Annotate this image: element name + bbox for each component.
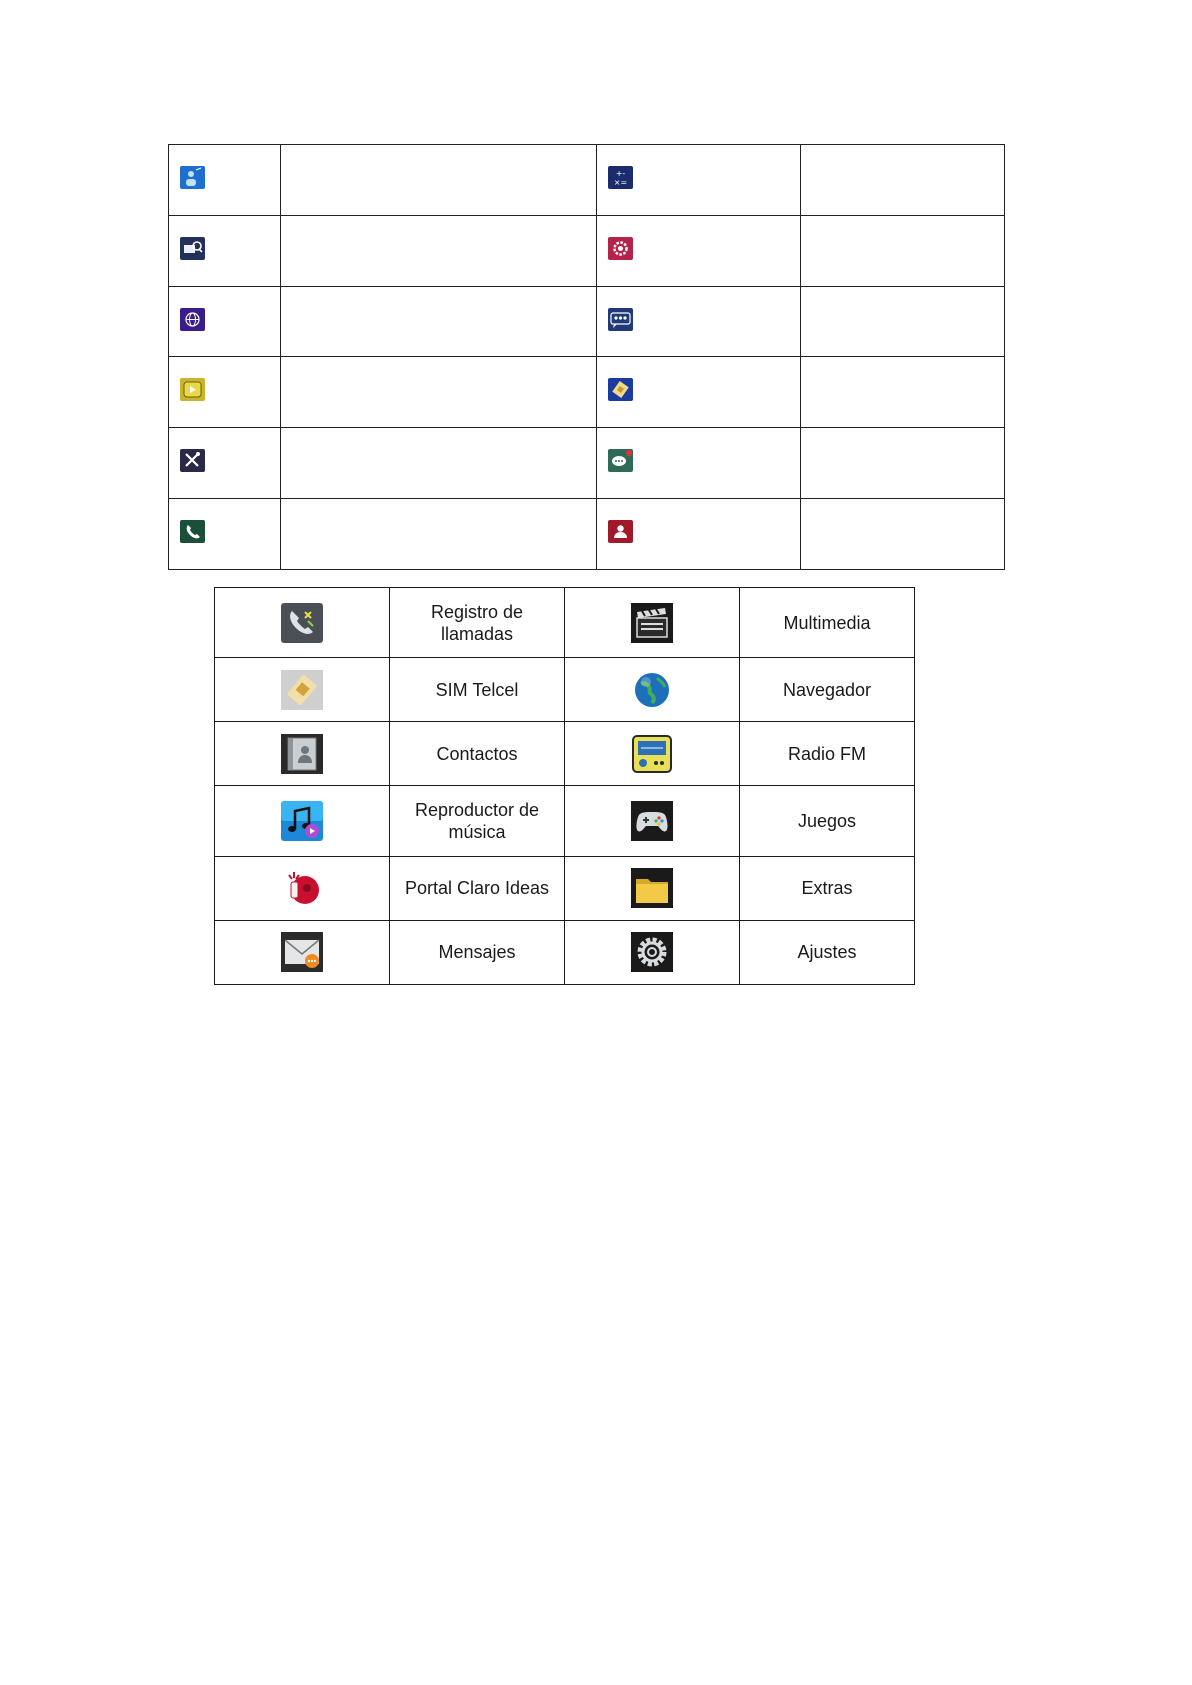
gamepad-icon	[631, 801, 673, 841]
music-player-icon	[281, 801, 323, 841]
table-row	[215, 786, 915, 856]
table-row	[215, 658, 915, 722]
contacts-book-icon	[281, 734, 323, 774]
description-cell	[801, 428, 1005, 499]
description-cell	[801, 145, 1005, 216]
folder-icon	[631, 868, 673, 908]
app-label: Registro de llamadas	[430, 601, 524, 644]
table-row	[215, 856, 915, 920]
icon-cell	[215, 658, 390, 722]
table-row	[169, 428, 1005, 499]
svg-text:+-: +-	[615, 168, 626, 178]
app-label: Juegos	[797, 811, 857, 832]
description-cell	[801, 215, 1005, 286]
icon-cell	[597, 499, 801, 570]
browser-globe-icon	[631, 670, 673, 710]
app-label: Multimedia	[783, 612, 871, 633]
contacts-person-icon	[608, 520, 633, 543]
label-cell	[740, 722, 915, 786]
label-cell	[390, 588, 565, 658]
multimedia-clapper-icon	[631, 603, 673, 643]
table-row	[215, 588, 915, 658]
globe-icon	[180, 308, 205, 331]
app-label: Ajustes	[797, 942, 857, 963]
table-row	[215, 722, 915, 786]
settings-gear-icon	[608, 237, 633, 260]
label-cell	[740, 920, 915, 984]
label-cell	[390, 786, 565, 856]
description-cell	[801, 499, 1005, 570]
description-cell	[281, 499, 597, 570]
icon-cell	[565, 658, 740, 722]
calculator-icon	[608, 166, 633, 189]
description-cell	[801, 357, 1005, 428]
icon-cell	[215, 722, 390, 786]
label-cell	[390, 658, 565, 722]
table-row	[169, 499, 1005, 570]
sim-card-icon	[608, 378, 633, 401]
description-cell	[801, 286, 1005, 357]
app-label: Mensajes	[438, 942, 516, 963]
icon-cell	[597, 215, 801, 286]
sim-card-icon	[281, 670, 323, 710]
icon-cell	[215, 588, 390, 658]
icon-cell	[215, 920, 390, 984]
label-cell	[390, 856, 565, 920]
icon-cell	[169, 286, 281, 357]
chat-bubble-icon	[608, 449, 633, 472]
icon-cell	[565, 920, 740, 984]
message-search-icon	[180, 237, 205, 260]
icon-cell	[169, 357, 281, 428]
video-play-icon	[180, 378, 205, 401]
phone-call-icon	[180, 520, 205, 543]
table-row	[215, 920, 915, 984]
settings-cog-icon	[631, 932, 673, 972]
label-cell	[740, 588, 915, 658]
icon-cell	[565, 786, 740, 856]
description-cell	[281, 357, 597, 428]
table-row	[169, 286, 1005, 357]
icon-cell	[169, 215, 281, 286]
app-label: Extras	[801, 878, 853, 899]
app-label: Radio FM	[787, 743, 867, 764]
icon-cell	[169, 428, 281, 499]
app-label: Contactos	[436, 743, 518, 764]
description-cell	[281, 145, 597, 216]
description-cell	[281, 215, 597, 286]
label-cell	[740, 856, 915, 920]
call-log-icon	[281, 603, 323, 643]
group-chat-icon	[608, 308, 633, 331]
top-icon-table	[168, 144, 1005, 570]
claro-ideas-icon	[281, 868, 323, 908]
icon-cell	[597, 428, 801, 499]
label-cell	[390, 920, 565, 984]
icon-cell	[215, 856, 390, 920]
icon-cell	[565, 588, 740, 658]
icon-cell	[565, 722, 740, 786]
mail-icon	[281, 932, 323, 972]
table-row	[169, 215, 1005, 286]
icon-cell	[597, 357, 801, 428]
label-cell	[390, 722, 565, 786]
table-row	[169, 145, 1005, 216]
tools-icon	[180, 449, 205, 472]
icon-cell	[215, 786, 390, 856]
icon-cell	[169, 499, 281, 570]
apps-table	[214, 587, 915, 985]
icon-cell	[169, 145, 281, 216]
label-cell	[740, 786, 915, 856]
description-cell	[281, 286, 597, 357]
icon-cell	[597, 286, 801, 357]
app-label: Portal Claro Ideas	[404, 878, 550, 899]
icon-cell	[565, 856, 740, 920]
description-cell	[281, 428, 597, 499]
app-label: Navegador	[782, 679, 872, 700]
table-row	[169, 357, 1005, 428]
icon-cell	[597, 145, 801, 216]
fm-radio-icon	[631, 734, 673, 774]
svg-text:×=: ×=	[613, 177, 628, 187]
app-label: Reproductor de música	[414, 800, 540, 843]
app-label: SIM Telcel	[435, 679, 519, 700]
label-cell	[740, 658, 915, 722]
person-with-tools-icon	[180, 166, 205, 189]
